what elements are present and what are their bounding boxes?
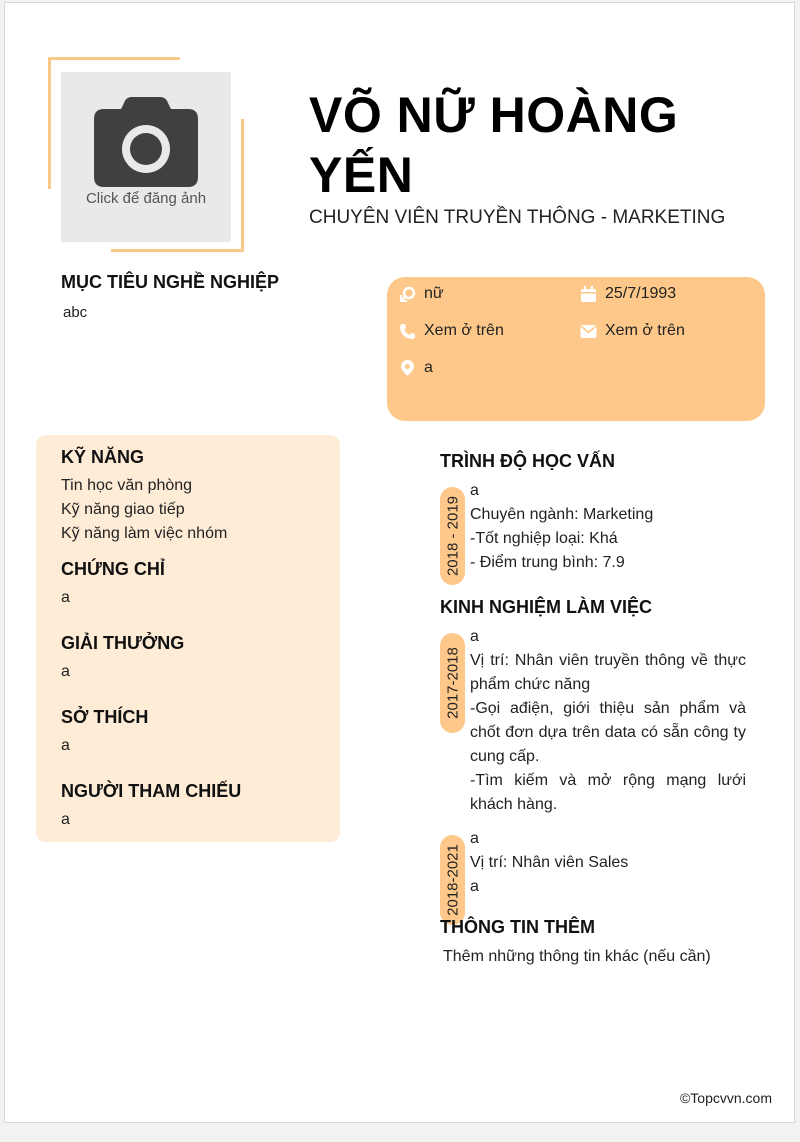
contact-email — [580, 322, 685, 340]
awards-title: GIẢI THƯỞNG — [61, 633, 185, 653]
experience-period: 2017-2018 — [444, 647, 461, 719]
education-line: -Tốt nghiệp loại: Khá — [470, 530, 618, 547]
phone-icon — [399, 323, 416, 340]
calendar-icon — [580, 286, 597, 303]
references-title: NGƯỜI THAM CHIẾU — [61, 781, 242, 801]
certificates-title: CHỨNG CHỈ — [61, 559, 165, 579]
additional-text: Thêm những thông tin khác (nếu cần) — [443, 948, 711, 965]
experience-line: -Gọi ađiện, giới thiệu sản phẩm và chốt đơn dựa trên data có sẵn công ty cung cấp. — [470, 700, 746, 765]
experience-line: a — [470, 878, 479, 895]
experience-period-pill — [440, 835, 465, 925]
location-pin-icon — [399, 360, 416, 377]
cv-page — [4, 2, 795, 1123]
phone-value: Xem ở trên — [424, 322, 504, 339]
education-title: TRÌNH ĐỘ HỌC VẤN — [440, 451, 615, 471]
education-period: 2018 - 2019 — [444, 495, 461, 577]
education-line: Chuyên ngành: Marketing — [470, 506, 654, 523]
gender-icon — [399, 286, 416, 303]
email-icon — [580, 323, 597, 340]
hobbies-text: a — [61, 737, 70, 754]
education-line: - Điểm trung bình: 7.9 — [470, 554, 625, 571]
skills-title: KỸ NĂNG — [61, 447, 145, 467]
email-value: Xem ở trên — [605, 322, 685, 339]
experience-line: a — [470, 830, 479, 847]
job-title: CHUYÊN VIÊN TRUYỀN THÔNG - MARKETING — [309, 207, 726, 228]
experience-line: a — [470, 628, 479, 645]
contact-phone — [399, 322, 504, 340]
certificates-text: a — [61, 589, 70, 606]
contact-box — [387, 277, 765, 421]
education-period-pill — [440, 487, 465, 585]
experience-line: Vị trí: Nhân viên Sales — [470, 854, 629, 871]
objective-text: abc — [63, 304, 88, 321]
photo-caption: Click để đăng ảnh — [85, 190, 207, 207]
education-line: a — [470, 482, 479, 499]
additional-title: THÔNG TIN THÊM — [440, 917, 595, 937]
skill-item: Kỹ năng làm việc nhóm — [61, 525, 228, 542]
skill-item: Kỹ năng giao tiếp — [61, 501, 185, 518]
photo-upload[interactable] — [61, 72, 231, 242]
experience-title: KINH NGHIỆM LÀM VIỆC — [440, 597, 653, 617]
objective-title: MỤC TIÊU NGHỀ NGHIỆP — [61, 272, 280, 292]
gender-value: nữ — [424, 285, 444, 302]
contact-gender — [399, 285, 444, 303]
contact-address — [399, 359, 433, 377]
experience-period: 2018-2021 — [444, 844, 461, 916]
candidate-name: VÕ NỮ HOÀNG YẾN — [309, 87, 679, 203]
address-value: a — [424, 359, 433, 376]
birthday-value: 25/7/1993 — [605, 285, 677, 302]
skill-item: Tin học văn phòng — [61, 477, 193, 494]
awards-text: a — [61, 663, 70, 680]
hobbies-title: SỞ THÍCH — [61, 707, 149, 727]
footer-copyright: ©Topcvvn.com — [679, 1090, 772, 1106]
references-text: a — [61, 811, 70, 828]
camera-icon — [94, 97, 198, 187]
experience-line: -Tìm kiếm và mở rộng mạng lưới khách hàng. — [470, 772, 746, 813]
experience-period-pill — [440, 633, 465, 733]
experience-line: Vị trí: Nhân viên truyền thông về thực phẩm chức năng — [470, 652, 746, 693]
contact-birthday — [580, 285, 676, 303]
